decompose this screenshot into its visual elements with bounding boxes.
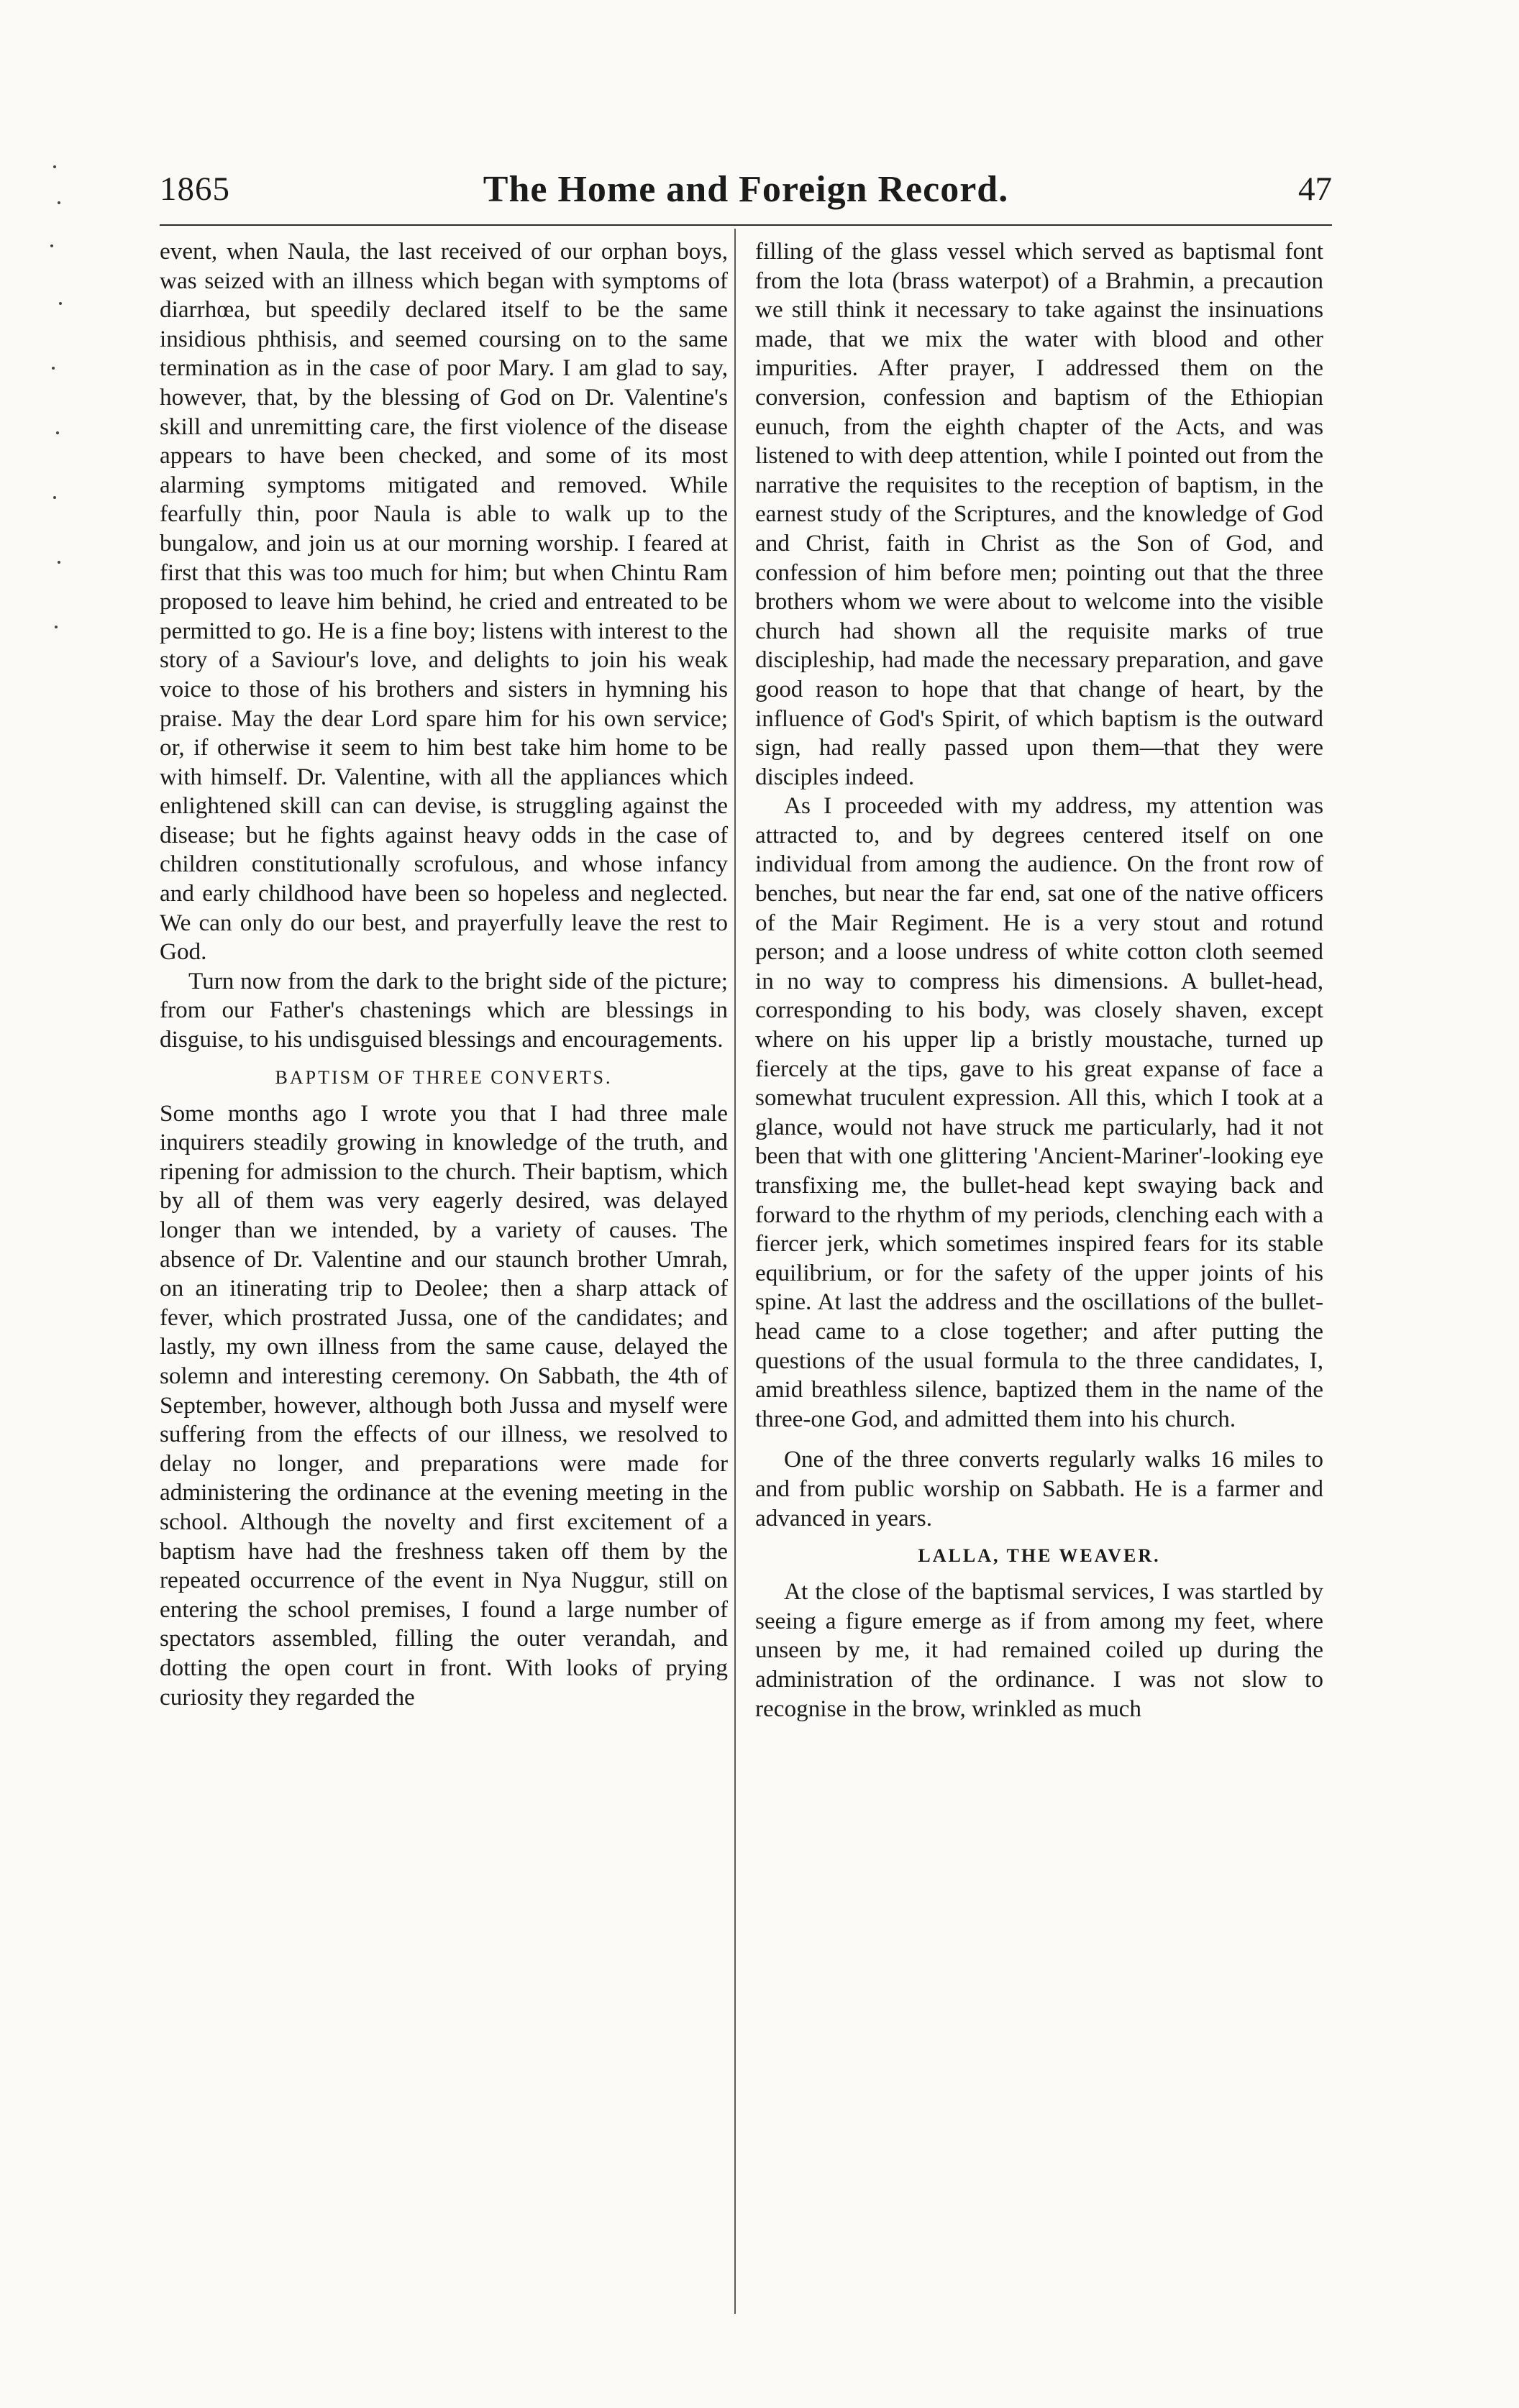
left-paragraph-2: Turn now from the dark to the bright side of the picture; from our Father's chastenings which are blessings in disguise, to his undisguised blessings and encouragements. bbox=[160, 967, 728, 1053]
right-paragraph-1: filling of the glass vessel which served as baptismal font from the lota (brass waterpot) of a Brahmin, a precaution we still think it necessary to take against the insinuations made, that we mix the water with blood and other impurities. After prayer, I addressed them on the conversion, confession and baptism of the Ethiopian eunuch, from the eighth chapter of the Acts, and was listened to with deep attention, while I pointed out from the narrative the requisites to the reception of baptism, in the earnest study of the Scriptures, and the knowledge of God and Christ, faith in Christ as the Son of God, and confession of him before men; pointing out that the three brothers whom we were about to welcome into the visible church had shown all the requisite marks of true discipleship, had made the necessary preparation, and gave good reason to hope that that change of heart, by the influence of God's Spirit, of which baptism is the outward sign, had really passed upon them—that they were disciples indeed. bbox=[755, 238, 1323, 790]
page-number: 47 bbox=[1298, 170, 1332, 208]
right-paragraph-3: One of the three converts regularly walks 16 miles to and from public worship on Sabbath. He is a farmer and advanced in years. bbox=[755, 1446, 1323, 1532]
right-paragraph-2: As I proceeded with my address, my attention was attracted to, and by degrees centered itself on one individual from among the audience. On the front row of benches, but near the far end, sat one of the native officers of the Mair Regiment. He is a very stout and rotund person; and a loose undress of white cotton cloth seemed in no way to compress his dimensions. A bullet-head, corresponding to his body, was closely shaven, except where on his upper lip a bristly moustache, turned up fiercely at the tips, gave to his great expanse of face a somewhat truculent expression. All this, which I took at a glance, would not have struck me particularly, had it not been that with one glittering 'Ancient-Mariner'-looking eye transfixing me, the bullet-head kept swaying back and forward to the rhythm of my periods, clenching each with a fiercer jerk, which sometimes inspired fears for its stable equilibrium, or for the safety of the upper joints of his spine. At last the address and the oscillations of the bullet-head came to a close together; and after putting the questions of the usual formula to the three candidates, I, amid breathless silence, baptized them in the name of the three-one God, and admitted them into his church. bbox=[755, 792, 1323, 1432]
section-heading-lalla: LALLA, THE WEAVER. bbox=[918, 1545, 1161, 1567]
right-paragraph-4: At the close of the baptismal services, I was startled by seeing a figure emerge as if from among my feet, where unseen by me, it had remained coiled up during the administration of the ordinance. I was not slow to recognise in the brow, wrinkled as much bbox=[755, 1578, 1323, 1722]
right-column bbox=[755, 237, 1323, 1723]
margin-marks bbox=[45, 158, 73, 661]
header-title: The Home and Foreign Record. bbox=[483, 169, 1009, 210]
left-column bbox=[160, 237, 728, 1712]
header-rule bbox=[160, 224, 1332, 226]
column-divider bbox=[734, 229, 736, 2314]
left-paragraph-3: Some months ago I wrote you that I had three male inquirers steadily growing in knowledge of the truth, and ripening for admission to the church. Their baptism, which by all of them was very eagerly desired, was delayed longer than we intended, by a variety of causes. The absence of Dr. Valentine and our staunch brother Umrah, on an itinerating trip to Deolee; then a sharp attack of fever, which prostrated Jussa, one of the candidates; and lastly, my own illness from the same cause, delayed the solemn and interesting ceremony. On Sabbath, the 4th of September, however, although both Jussa and myself were suffering from the effects of our illness, we resolved to delay no longer, and preparations were made for administering the ordinance at the evening meeting in the school. Although the novelty and first excitement of a baptism have had the freshness taken off them by the repeated occurrence of the event in Nya Nuggur, still on entering the school premises, I found a large number of spectators assembled, filling the outer verandah, and dotting the open court in front. With looks of prying curiosity they regarded the bbox=[160, 1099, 728, 1711]
left-paragraph-1: event, when Naula, the last received of our orphan boys, was seized with an illness which began with symptoms of diarrhœa, but speedily declared itself to be the same insidious phthisis, and seemed coursing on to the same termination as in the case of poor Mary. I am glad to say, however, that, by the blessing of God on Dr. Valentine's skill and unremitting care, the first violence of the disease appears to have been checked, and some of its most alarming symptoms mitigated and removed. While fearfully thin, poor Naula is able to walk up to the bungalow, and join us at our morning worship. I feared at first that this was too much for him; but when Chintu Ram proposed to leave him behind, he cried and entreated to be permitted to go. He is a fine boy; listens with interest to the story of a Saviour's love, and delights to join his weak voice to those of his brothers and sisters in hymning his praise. May the dear Lord spare him for his own service; or, if otherwise it seem to him best take him home to be with himself. Dr. Valentine, with all the appliances which enlightened skill can can devise, is struggling against the disease; but he fights against heavy odds in the case of children constitutionally scrofulous, and whose infancy and early childhood have been so hopeless and neglected. We can only do our best, and prayerfully leave the rest to God. bbox=[160, 238, 728, 966]
section-heading-baptism: BAPTISM OF THREE CONVERTS. bbox=[275, 1066, 613, 1088]
header-year: 1865 bbox=[160, 170, 230, 208]
running-header bbox=[160, 170, 1332, 229]
